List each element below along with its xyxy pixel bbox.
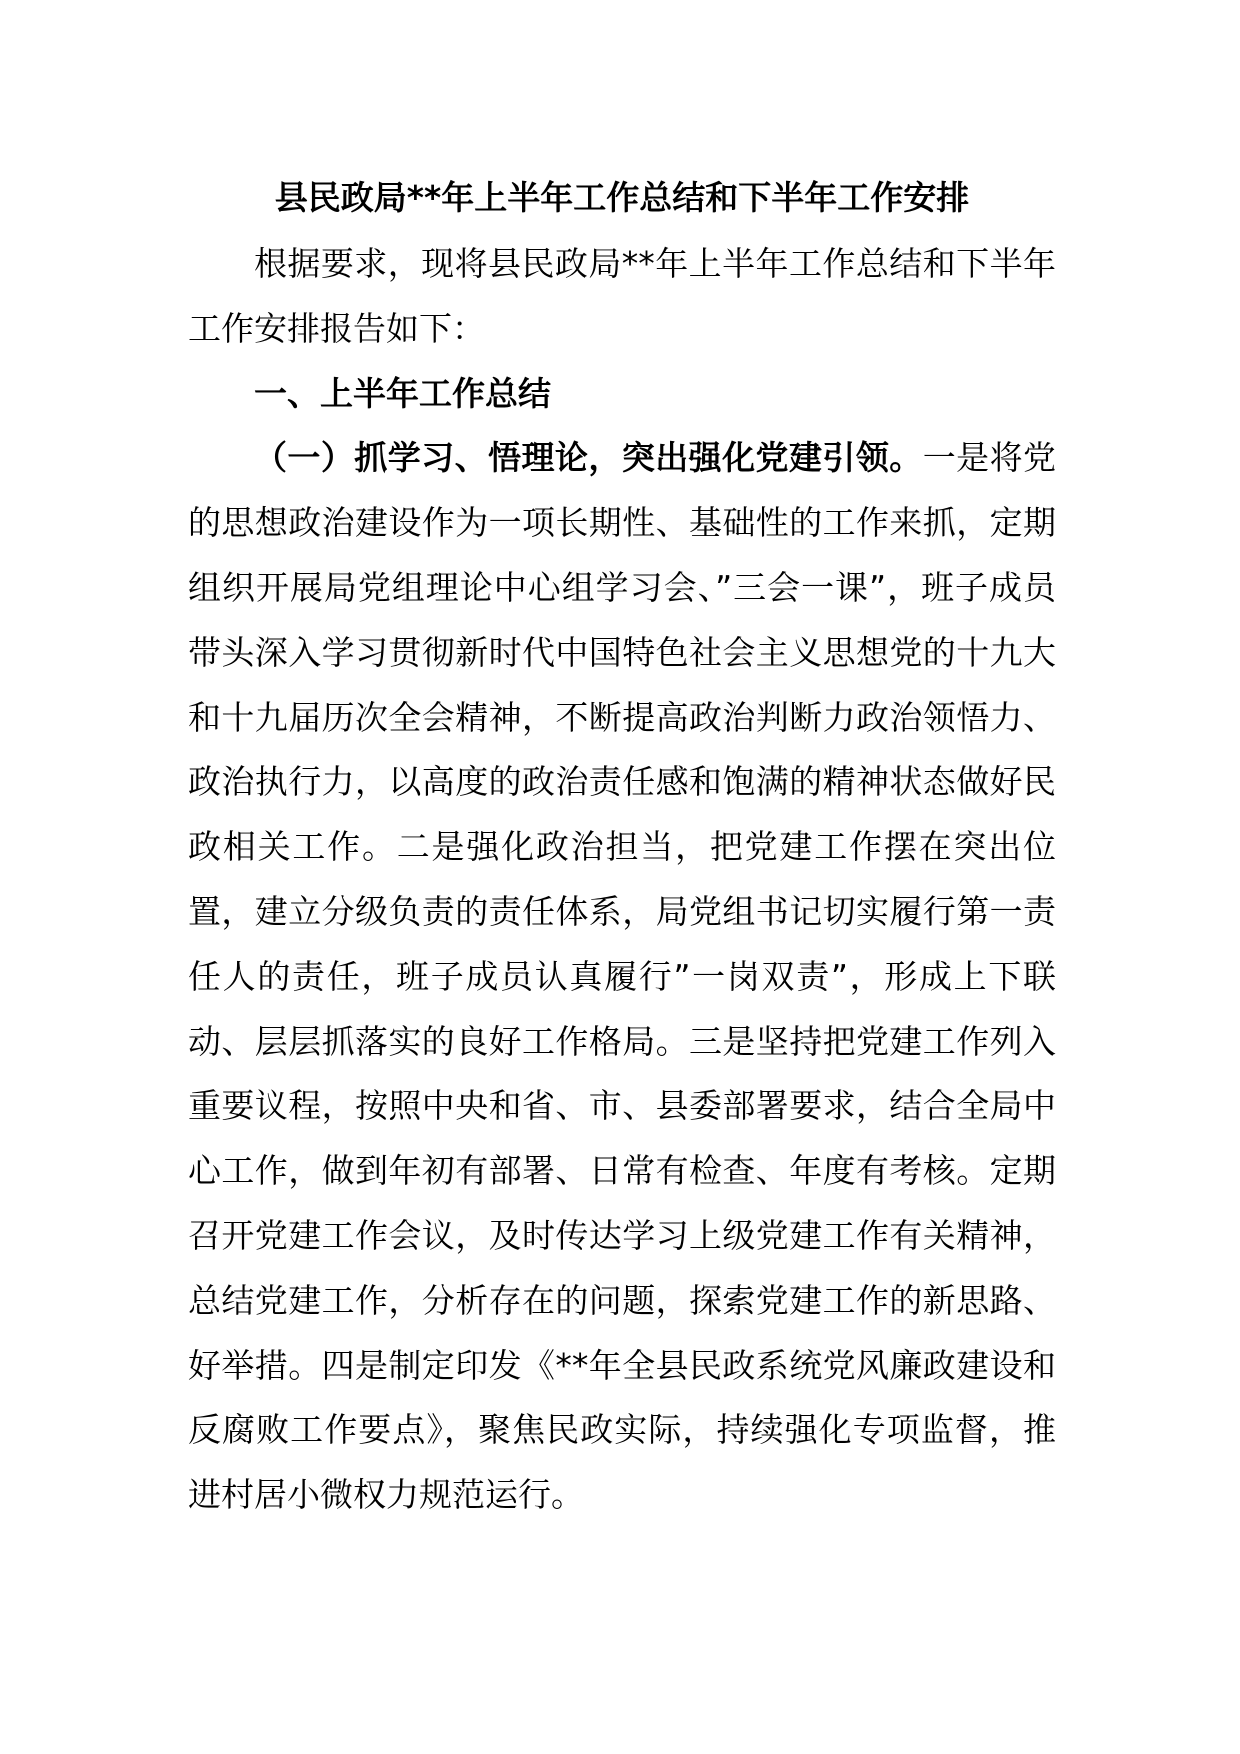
document-body bbox=[188, 232, 1056, 1528]
document-title: 县民政局**年上半年工作总结和下半年工作安排 bbox=[274, 178, 970, 217]
intro-paragraph: 根据要求，现将县民政局**年上半年工作总结和下半年工作安排报告如下： bbox=[188, 244, 1056, 348]
section-heading: 一、上半年工作总结 bbox=[254, 373, 551, 413]
item-subheading: （一）抓学习、悟理论，突出强化党建引领。 bbox=[254, 438, 923, 478]
item-paragraph bbox=[188, 426, 1056, 1528]
item-body: 一是将党的思想政治建设作为一项长期性、基础性的工作来抓，定期组织开展局党组理论中心组学习会、”三会一课”，班子成员带头深入学习贯彻新时代中国特色社会主义思想党的十九大和十九届历次全会精神，不断提高政治判断力政治领悟力、政治执行力，以高度的政治责任感和饱满的精神状态做好民政相关工作。二是强化政治担当，把党建工作摆在突出位置，建立分级负责的责任体系，局党组书记切实履行第一责任人的责任，班子成员认真履行”一岗双责”，形成上下联动、层层抓落实的良好工作格局。三是坚持把党建工作列入重要议程，按照中央和省、市、县委部署要求，结合全局中心工作，做到年初有部署、日常有检查、年度有考核。定期召开党建工作会议，及时传达学习上级党建工作有关精神，总结党建工作，分析存在的问题，探索党建工作的新思路、好举措。四是制定印发《**年全县民政系统党风廉政建设和反腐败工作要点》，聚焦民政实际，持续强化专项监督，推进村居小微权力规范运行。 bbox=[188, 438, 1057, 1515]
